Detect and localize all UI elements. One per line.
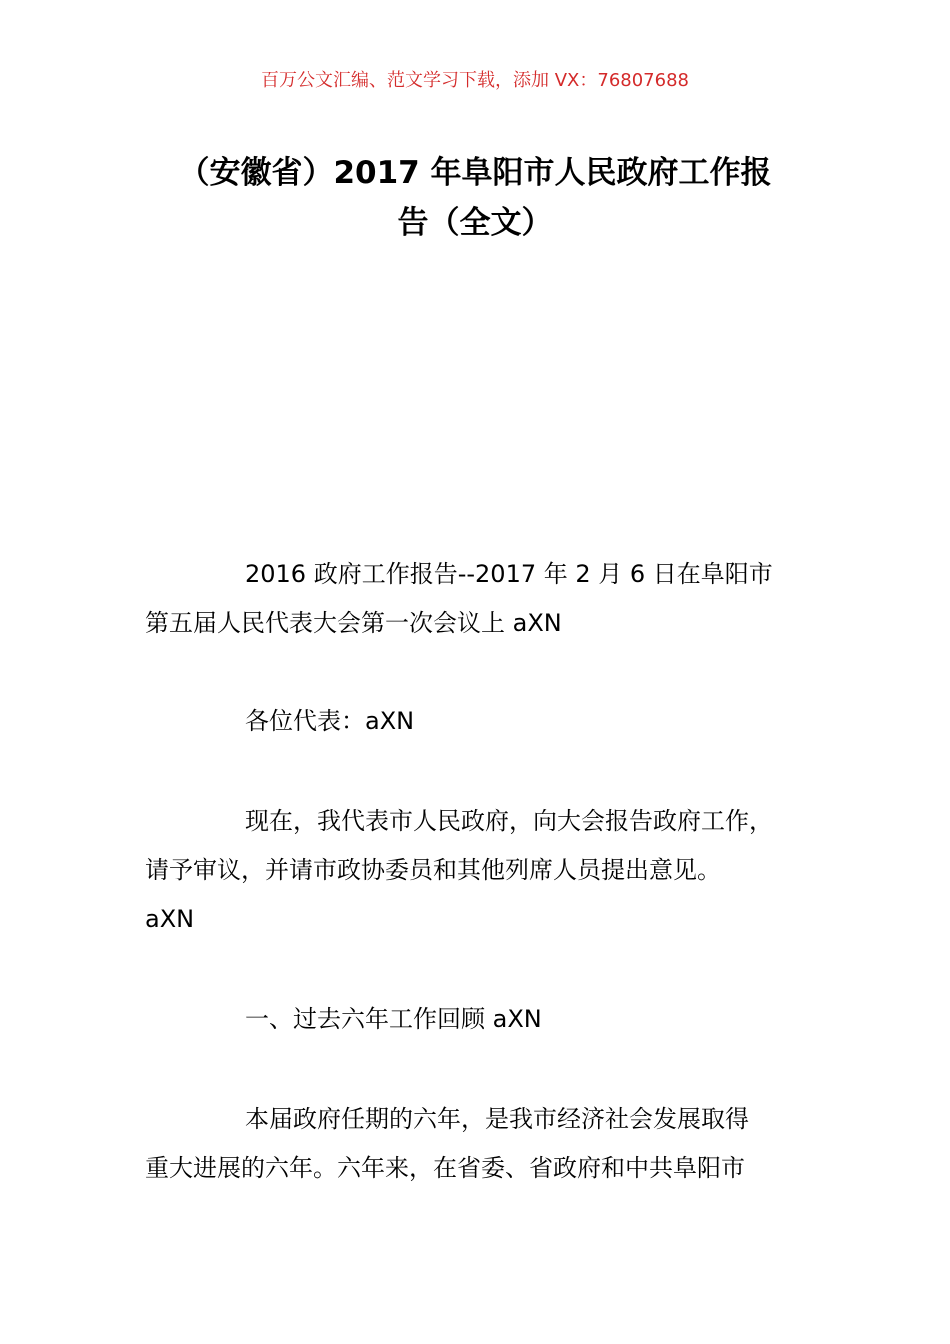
document-title	[120, 148, 830, 248]
paragraph-line: 本届政府任期的六年，是我市经济社会发展取得	[245, 1105, 749, 1133]
paragraph-3	[145, 797, 835, 944]
paragraph-line: 重大进展的六年。六年来，在省委、省政府和中共阜阳市	[145, 1154, 745, 1182]
paragraph-line: 一、过去六年工作回顾 aXN	[245, 1005, 542, 1033]
title-line-1: （安徽省）2017 年阜阳市人民政府工作报	[178, 155, 772, 191]
paragraph-line: 2016 政府工作报告--2017 年 2 月 6 日在阜阳市	[245, 560, 773, 588]
header-note: 百万公文汇编、范文学习下载，添加 VX：76807688	[261, 70, 689, 91]
paragraph-1	[145, 550, 835, 648]
paragraph-line: aXN	[145, 905, 195, 933]
paragraph-line: 请予审议，并请市政协委员和其他列席人员提出意见。	[145, 856, 721, 884]
title-line-2: 告（全文）	[397, 205, 553, 241]
section-heading	[145, 995, 835, 1044]
paragraph-line: 第五届人民代表大会第一次会议上 aXN	[145, 609, 562, 637]
paragraph-line: 现在，我代表市人民政府，向大会报告政府工作，	[245, 807, 773, 835]
paragraph-5	[145, 1095, 835, 1193]
paragraph-line: 各位代表：aXN	[245, 707, 415, 735]
paragraph-2	[145, 697, 835, 746]
